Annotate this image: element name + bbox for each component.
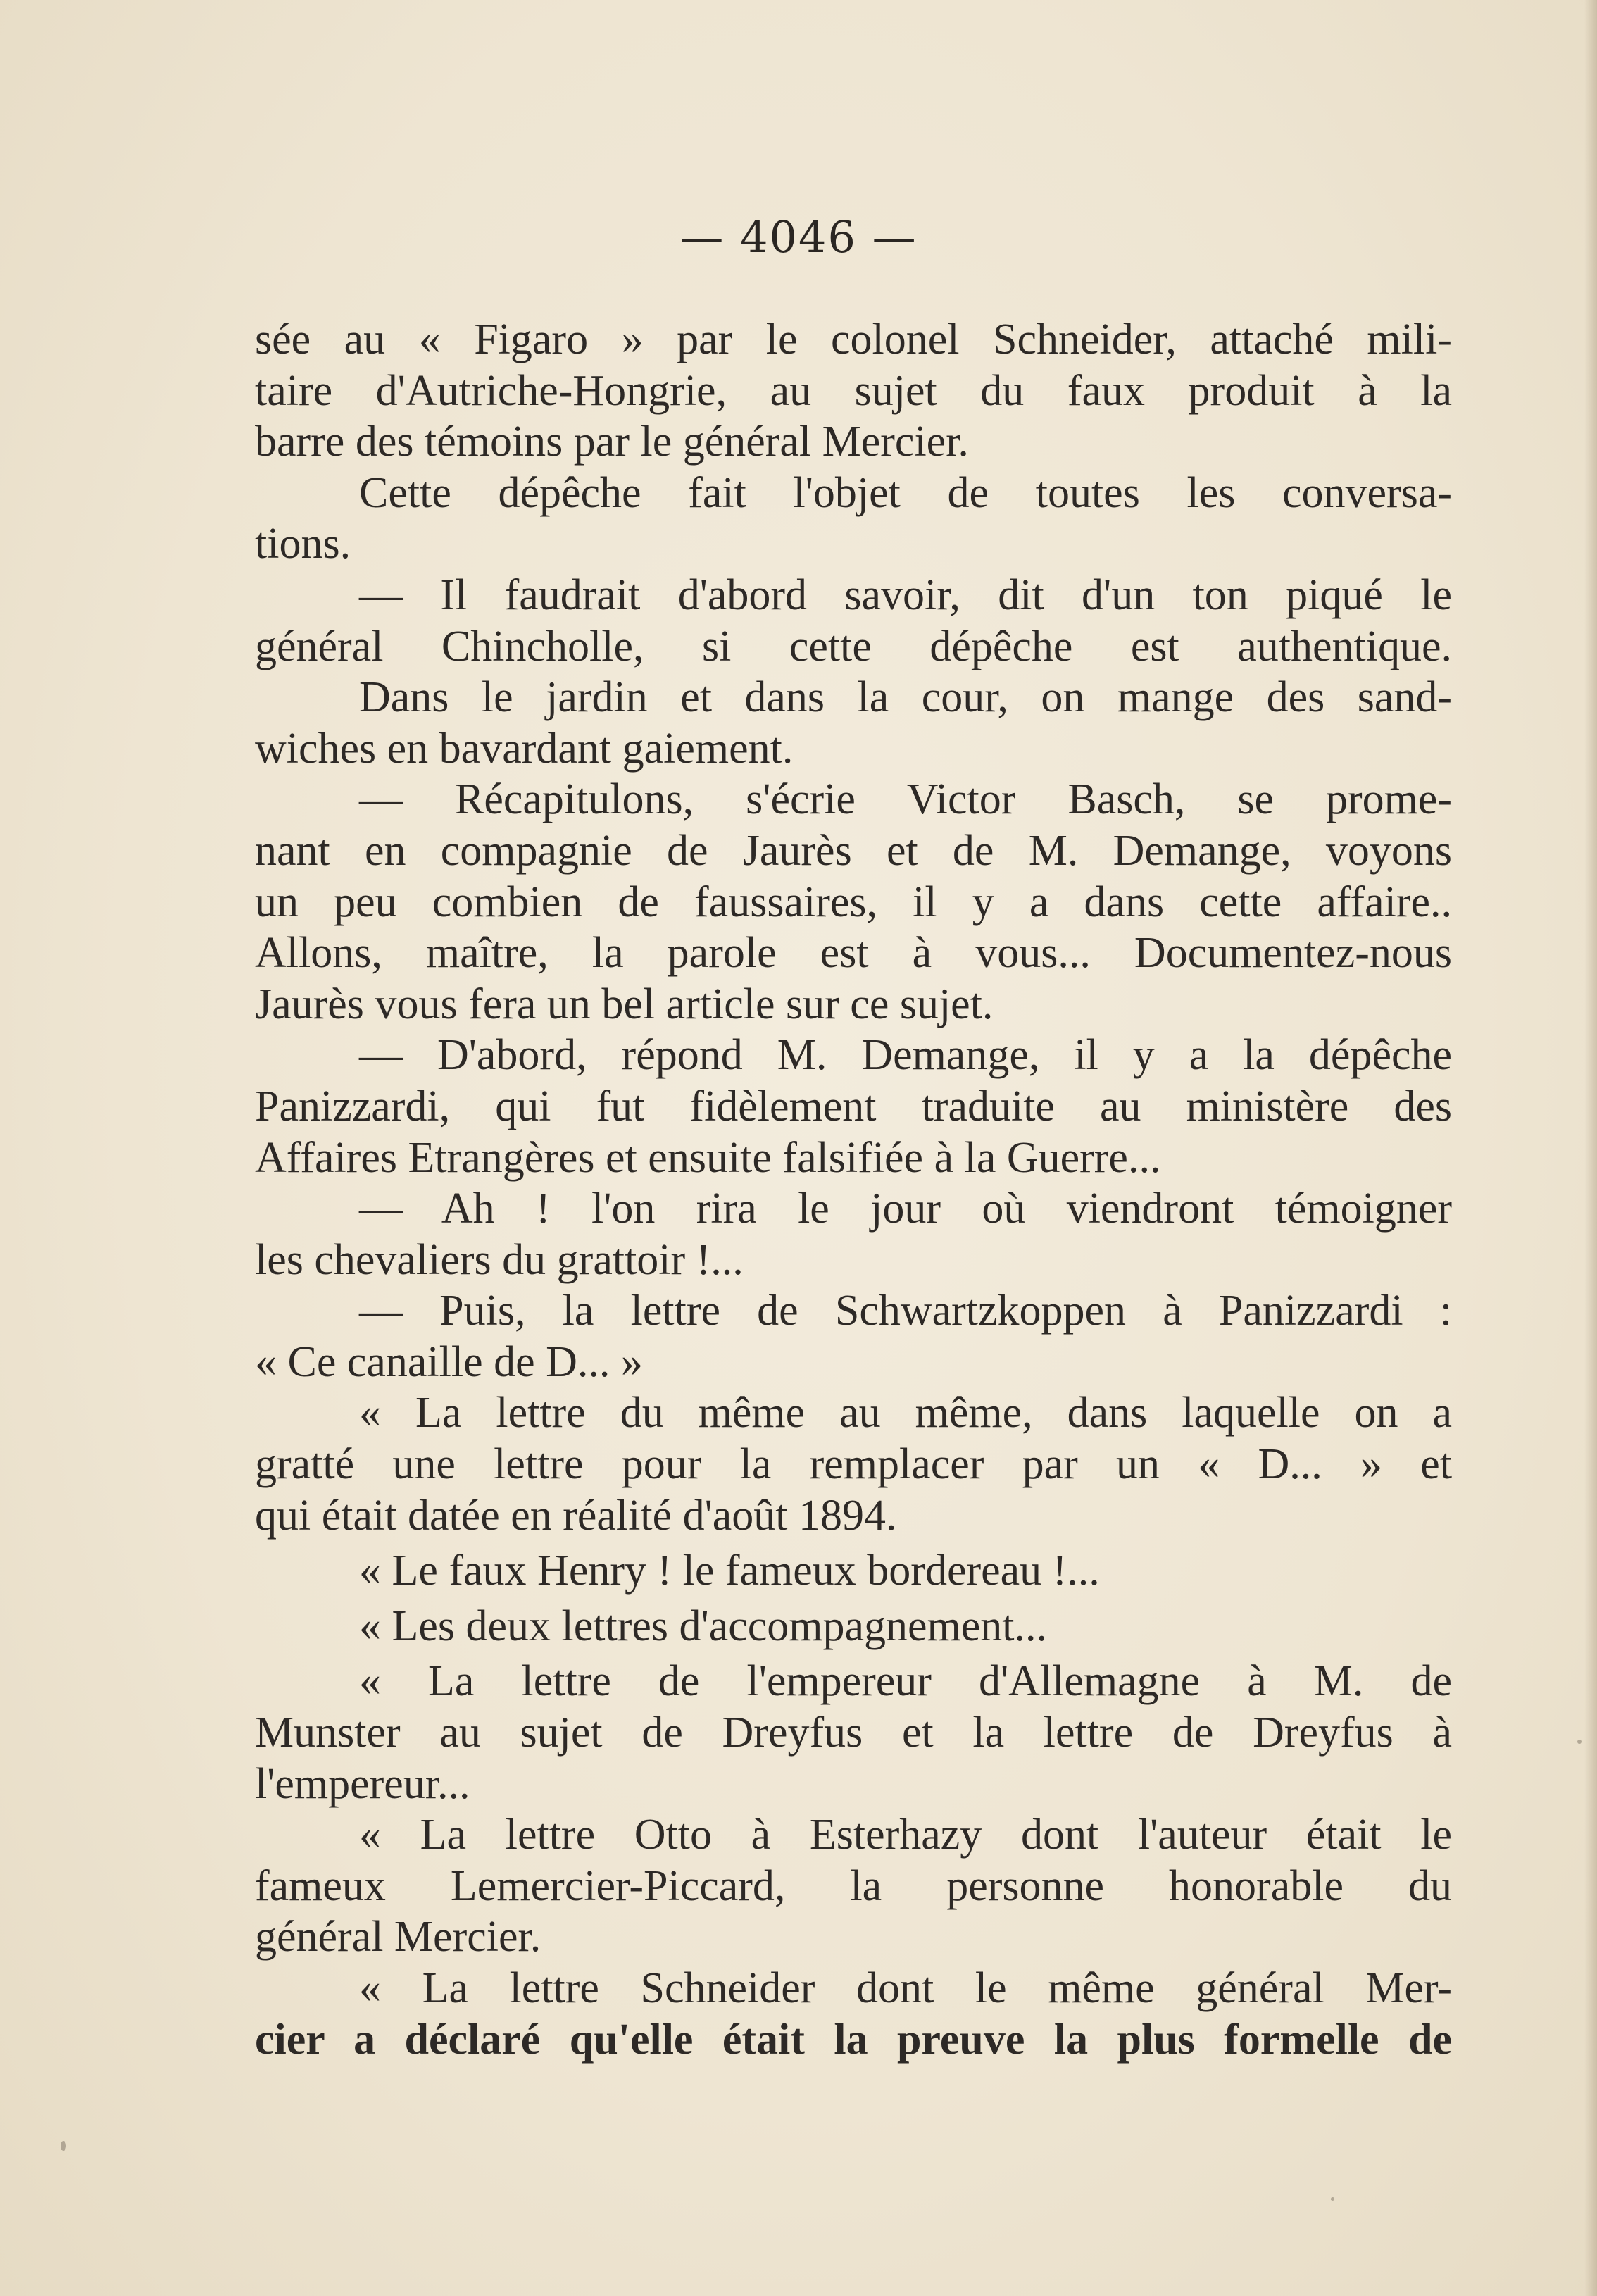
text-line: barre des témoins par le général Mercier. [255, 418, 969, 466]
text-line: Cette dépêche fait l'objet de toutes les conversa- [359, 468, 1452, 517]
text-line: « Le faux Henry ! le fameux bordereau !... [359, 1547, 1100, 1595]
text-line: Dans le jardin et dans la cour, on mange des sand- [359, 673, 1452, 722]
text-line: tions. [255, 520, 351, 568]
text-line: sée au « Figaro » par le colonel Schneider, attaché mili- [255, 316, 1452, 363]
text-line: l'empereur... [255, 1759, 470, 1808]
text-line: gratté une lettre pour la remplacer par un « D... » et [255, 1440, 1452, 1489]
text-line: général Mercier. [255, 1913, 541, 1961]
text-line: Affaires Etrangères et ensuite falsifiée à la Guerre... [255, 1133, 1161, 1182]
text-line: taire d'Autriche-Hongrie, au sujet du faux produit à la [255, 366, 1452, 415]
paper-speck [61, 2141, 66, 2151]
text-line: Munster au sujet de Dreyfus et la lettre de Dreyfus à [255, 1709, 1452, 1757]
text-line: cier a déclaré qu'elle était la preuve la plus formelle de [255, 2015, 1452, 2064]
page-number: — 4046 — [679, 211, 918, 263]
text-line: « La lettre Otto à Esterhazy dont l'auteur était le [359, 1811, 1452, 1859]
text-line: un peu combien de faussaires, il y a dans cette affaire.. [255, 878, 1452, 926]
text-line: Allons, maître, la parole est à vous... Documentez-nous [255, 929, 1452, 978]
text-line: Panizzardi, qui fut fidèlement traduite au ministère des [255, 1082, 1452, 1130]
text-line: « Les deux lettres d'accompagnement... [359, 1602, 1047, 1650]
text-line: wiches en bavardant gaiement. [255, 724, 794, 773]
text-line: Jaurès vous fera un bel article sur ce sujet. [255, 980, 994, 1028]
text-line: qui était datée en réalité d'août 1894. [255, 1491, 897, 1540]
text-line: les chevaliers du grattoir !... [255, 1235, 744, 1284]
text-line: — D'abord, répond M. Demange, il y a la dépêche [359, 1031, 1452, 1080]
text-line: « La lettre du même au même, dans laquelle on a [359, 1389, 1452, 1437]
text-line: fameux Lemercier-Piccard, la personne honorable du [255, 1861, 1452, 1910]
text-line: général Chincholle, si cette dépêche est authentique. [255, 622, 1452, 670]
text-line: « Ce canaille de D... » [255, 1337, 643, 1386]
text-line: nant en compagnie de Jaurès et de M. Demange, voyons [255, 826, 1452, 875]
text-line: — Récapitulons, s'écrie Victor Basch, se prome- [359, 775, 1452, 824]
paper-speck [1331, 2197, 1334, 2201]
paper-speck [1577, 1740, 1582, 1744]
text-line: — Il faudrait d'abord savoir, dit d'un ton piqué le [359, 570, 1452, 619]
body-text [255, 314, 1452, 2065]
text-line: — Ah ! l'on rira le jour où viendront témoigner [359, 1185, 1452, 1233]
page-edge-shadow [1584, 0, 1597, 2296]
text-line: « La lettre de l'empereur d'Allemagne à M. de [359, 1657, 1452, 1706]
text-line: « La lettre Schneider dont le même général Mer- [359, 1964, 1452, 2012]
text-line: — Puis, la lettre de Schwartzkoppen à Panizzardi : [359, 1287, 1452, 1335]
